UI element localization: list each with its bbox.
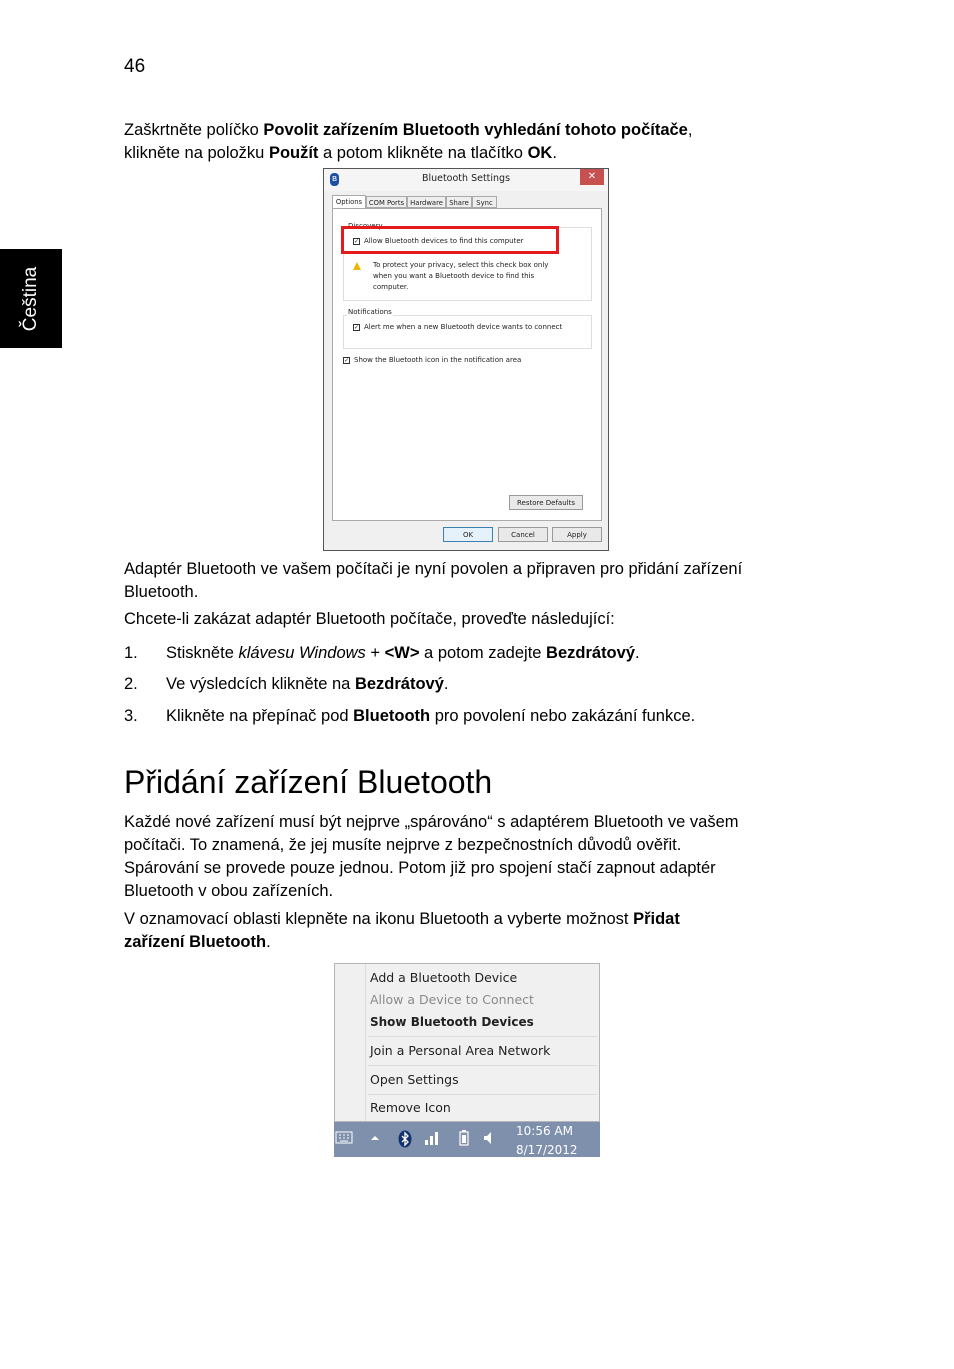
close-icon[interactable]: ✕: [580, 169, 604, 185]
warning-text-line3: computer.: [373, 283, 409, 291]
step-3: [166, 705, 826, 728]
menu-item-allow-connect[interactable]: Allow a Device to Connect: [370, 992, 534, 1007]
step-key-name: klávesu Windows: [238, 644, 366, 662]
discovery-label: Discovery: [348, 222, 383, 230]
paragraph-text: .: [266, 933, 271, 951]
paragraph-line: počítači. To znamená, že jej musíte nejprve z bezpečnostních důvodů ověřit.: [124, 836, 682, 854]
dialog-title: Bluetooth Settings: [421, 173, 511, 184]
step-text: Stiskněte: [166, 644, 239, 662]
taskbar: [334, 1122, 600, 1157]
step-text: +: [365, 644, 385, 662]
check-mark: ✓: [354, 324, 360, 331]
menu-separator: [368, 1094, 597, 1095]
alert-new-device-checkbox[interactable]: [353, 324, 360, 331]
menu-separator: [368, 1065, 597, 1066]
tab-hardware[interactable]: Hardware: [407, 196, 446, 208]
intro-text: a potom klikněte na tlačítko: [318, 144, 528, 162]
section-heading: Přidání zařízení Bluetooth: [124, 764, 493, 800]
menu-item-open-settings[interactable]: Open Settings: [370, 1072, 459, 1087]
warning-text-line2: when you want a Bluetooth device to find this: [373, 272, 535, 280]
step-number: 3.: [124, 707, 138, 725]
taskbar-clock[interactable]: [516, 1122, 578, 1160]
tab-sync[interactable]: Sync: [472, 196, 497, 208]
step-text: a potom zadejte: [419, 644, 547, 662]
intro-apply-name: Použít: [268, 144, 319, 162]
paragraph-line: Každé nové zařízení musí být nejprve „spárováno“ s adaptérem Bluetooth ve vašem: [124, 813, 739, 831]
show-icon-checkbox[interactable]: [343, 357, 350, 364]
option-name: Přidat: [633, 910, 680, 928]
menu-item-remove-icon[interactable]: Remove Icon: [370, 1100, 451, 1115]
notifications-group: [343, 315, 592, 349]
restore-defaults-button[interactable]: Restore Defaults: [509, 495, 583, 510]
intro-text: Zaškrtněte políčko: [124, 121, 264, 139]
bluetooth-icon[interactable]: [397, 1130, 413, 1153]
alert-new-device-label: Alert me when a new Bluetooth device wants to connect: [364, 323, 563, 331]
show-icon-label: Show the Bluetooth icon in the notification area: [354, 356, 522, 364]
tab-share[interactable]: Share: [446, 196, 472, 208]
step-switch-name: Bluetooth: [353, 707, 431, 725]
warning-icon: [353, 262, 361, 270]
ok-button[interactable]: OK: [443, 527, 493, 542]
allow-discovery-label: Allow Bluetooth devices to find this computer: [364, 237, 524, 245]
menu-item-show-devices[interactable]: Show Bluetooth Devices: [370, 1015, 534, 1029]
pairing-paragraph: [124, 811, 824, 903]
paragraph-line: Bluetooth v obou zařízeních.: [124, 882, 334, 900]
volume-icon[interactable]: [480, 1130, 496, 1151]
step-2: [166, 673, 826, 696]
keyboard-icon[interactable]: [334, 1130, 354, 1149]
menu-gutter: [365, 964, 366, 1121]
step-number: 2.: [124, 675, 138, 693]
bluetooth-context-menu: [334, 963, 600, 1122]
menu-separator: [368, 1036, 597, 1037]
paragraph-line: Adaptér Bluetooth ve vašem počítači je nyní povolen a připraven pro přidání zařízení: [124, 560, 743, 578]
menu-item-add-device[interactable]: Add a Bluetooth Device: [370, 970, 518, 985]
page-number: 46: [124, 56, 146, 77]
battery-icon[interactable]: [456, 1130, 472, 1151]
apply-button[interactable]: Apply: [552, 527, 602, 542]
notifications-label: Notifications: [348, 308, 392, 316]
tab-com-ports[interactable]: COM Ports: [366, 196, 407, 208]
option-name: zařízení Bluetooth: [124, 933, 267, 951]
check-mark: ✓: [344, 357, 350, 364]
step-text: Klikněte na přepínač pod: [166, 707, 354, 725]
notification-area-paragraph: [124, 908, 824, 954]
network-icon[interactable]: [422, 1130, 442, 1151]
step-1: [166, 642, 826, 665]
options-panel: [332, 208, 602, 521]
step-key: <W>: [384, 644, 420, 662]
dialog-titlebar: [324, 169, 608, 191]
cancel-button[interactable]: Cancel: [498, 527, 548, 542]
intro-text: .: [552, 144, 557, 162]
clock-date: 8/17/2012: [516, 1143, 578, 1157]
adapter-enabled-paragraph: [124, 558, 824, 604]
paragraph-line: Spárování se provede pouze jednou. Potom již pro spojení stačí zapnout adaptér: [124, 859, 716, 877]
tab-options[interactable]: Options: [332, 195, 366, 209]
clock-time: 10:56 AM: [516, 1124, 573, 1138]
menu-item-join-pan[interactable]: Join a Personal Area Network: [370, 1043, 551, 1058]
intro-text: klikněte na položku: [124, 144, 269, 162]
step-text: Ve výsledcích klikněte na: [166, 675, 355, 693]
intro-option-name: Povolit zařízením Bluetooth vyhledání tohoto počítače: [263, 121, 688, 139]
paragraph-text: V oznamovací oblasti klepněte na ikonu Bluetooth a vyberte možnost: [124, 910, 634, 928]
intro-text: ,: [687, 121, 693, 139]
intro-ok-name: OK: [527, 144, 553, 162]
chevron-up-icon[interactable]: [367, 1130, 383, 1148]
paragraph-line: Bluetooth.: [124, 583, 199, 601]
language-label: Čeština: [20, 266, 41, 331]
step-result-name: Bezdrátový: [354, 675, 444, 693]
check-mark: ✓: [354, 238, 360, 245]
step-text: pro povolení nebo zakázání funkce.: [430, 707, 696, 725]
step-text: .: [635, 644, 640, 662]
highlight-box: [341, 226, 559, 254]
step-text: .: [443, 675, 449, 693]
step-number: 1.: [124, 644, 138, 662]
disable-adapter-paragraph: Chcete-li zakázat adaptér Bluetooth počítače, proveďte následující:: [124, 610, 615, 628]
intro-paragraph: [124, 119, 824, 165]
warning-text-line1: To protect your privacy, select this check box only: [373, 261, 549, 269]
language-side-tab: [0, 249, 62, 348]
step-search-term: Bezdrátový: [546, 644, 635, 662]
bluetooth-icon: ʙ: [331, 174, 338, 184]
